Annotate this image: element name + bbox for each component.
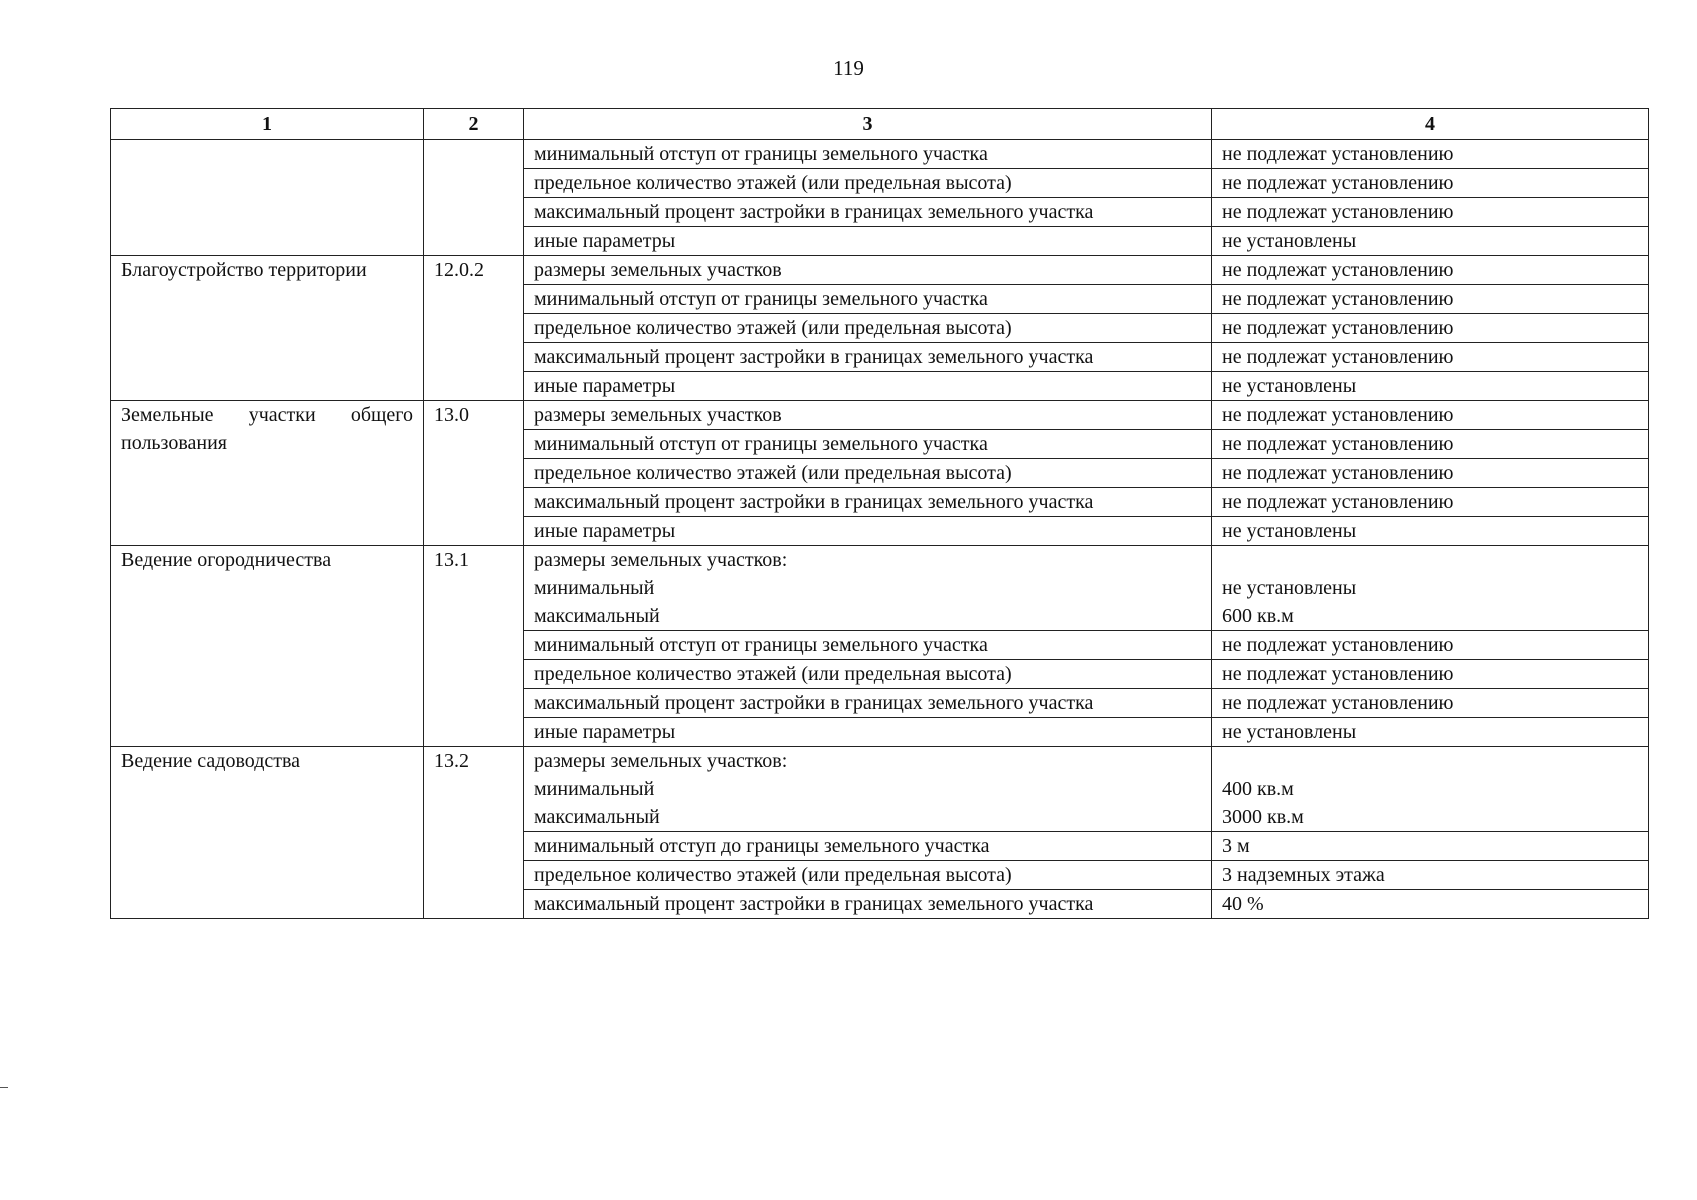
value-text: не установлены xyxy=(1222,721,1357,743)
value-cell xyxy=(1212,256,1649,285)
value-text: 40 % xyxy=(1222,893,1264,915)
parameter-text: максимальный xyxy=(534,806,660,828)
parameter-text: максимальный процент застройки в границах земельного участка xyxy=(534,692,1094,714)
value-cell xyxy=(1212,169,1649,198)
parameter-text: минимальный отступ от границы земельного участка xyxy=(534,634,988,656)
value-cell xyxy=(1212,890,1649,919)
value-text: не подлежат установлению xyxy=(1222,462,1454,484)
value-cell xyxy=(1212,689,1649,718)
parameter-text: минимальный отступ от границы земельного участка xyxy=(534,143,988,165)
value-text: не подлежат установлению xyxy=(1222,346,1454,368)
value-text: не установлены xyxy=(1222,230,1357,252)
value-text: не подлежат установлению xyxy=(1222,692,1454,714)
value-cell xyxy=(1212,832,1649,861)
table-row xyxy=(111,256,1649,285)
value-text: не установлены xyxy=(1222,520,1357,542)
parameter-cell xyxy=(524,488,1212,517)
land-use-name-cell: Земельные участки общего пользования xyxy=(111,401,424,546)
table-body xyxy=(111,140,1649,919)
parameter-cell xyxy=(524,832,1212,861)
parameter-text: иные параметры xyxy=(534,375,676,397)
value-cell xyxy=(1212,517,1649,546)
parameter-text: предельное количество этажей (или предельная высота) xyxy=(534,317,1012,339)
land-use-code-cell: 13.2 xyxy=(424,747,524,919)
column-header-2: 2 xyxy=(424,109,524,140)
regulations-table xyxy=(110,108,1649,919)
parameter-cell xyxy=(524,660,1212,689)
value-text: не подлежат установлению xyxy=(1222,317,1454,339)
value-cell xyxy=(1212,285,1649,314)
parameter-cell xyxy=(524,459,1212,488)
parameter-text: размеры земельных участков xyxy=(534,404,782,426)
value-cell xyxy=(1212,546,1649,631)
margin-mark xyxy=(0,1087,8,1088)
value-text: не установлены xyxy=(1222,375,1357,397)
parameter-cell xyxy=(524,689,1212,718)
header-row xyxy=(111,109,1649,140)
parameter-text: иные параметры xyxy=(534,721,676,743)
value-text: 3 надземных этажа xyxy=(1222,864,1385,886)
column-header-1: 1 xyxy=(111,109,424,140)
parameter-text: максимальный xyxy=(534,605,660,627)
value-text xyxy=(1222,747,1638,775)
value-text: не подлежат установлению xyxy=(1222,172,1454,194)
parameter-cell xyxy=(524,343,1212,372)
value-cell xyxy=(1212,343,1649,372)
value-text: не подлежат установлению xyxy=(1222,433,1454,455)
parameter-cell xyxy=(524,718,1212,747)
value-text: не подлежат установлению xyxy=(1222,404,1454,426)
parameter-cell xyxy=(524,140,1212,169)
value-cell xyxy=(1212,227,1649,256)
land-use-name-cell: Благоустройство территории xyxy=(111,256,424,401)
value-cell xyxy=(1212,660,1649,689)
parameter-text: предельное количество этажей (или предельная высота) xyxy=(534,864,1012,886)
value-text: не установлены xyxy=(1222,577,1357,599)
value-cell xyxy=(1212,488,1649,517)
value-text: 600 кв.м xyxy=(1222,605,1294,627)
column-header-4: 4 xyxy=(1212,109,1649,140)
value-cell xyxy=(1212,401,1649,430)
land-use-name-cell: Ведение огородничества xyxy=(111,546,424,747)
parameter-text: максимальный процент застройки в границах земельного участка xyxy=(534,346,1094,368)
parameter-cell xyxy=(524,890,1212,919)
parameter-cell xyxy=(524,314,1212,343)
value-text: не подлежат установлению xyxy=(1222,491,1454,513)
land-use-name-cell: Ведение садоводства xyxy=(111,747,424,919)
parameter-cell xyxy=(524,546,1212,631)
value-text: 400 кв.м xyxy=(1222,778,1294,800)
value-text: 3000 кв.м xyxy=(1222,806,1304,828)
parameter-text: иные параметры xyxy=(534,520,676,542)
table-row xyxy=(111,546,1649,631)
value-cell xyxy=(1212,631,1649,660)
parameter-cell xyxy=(524,169,1212,198)
parameter-text: предельное количество этажей (или предельная высота) xyxy=(534,172,1012,194)
parameter-cell xyxy=(524,401,1212,430)
land-use-code-cell xyxy=(424,140,524,256)
land-use-code-cell: 13.1 xyxy=(424,546,524,747)
parameter-cell xyxy=(524,227,1212,256)
parameter-text: максимальный процент застройки в границах земельного участка xyxy=(534,893,1094,915)
value-cell xyxy=(1212,718,1649,747)
parameter-text: предельное количество этажей (или предельная высота) xyxy=(534,663,1012,685)
value-cell xyxy=(1212,430,1649,459)
value-cell xyxy=(1212,861,1649,890)
page-number: 119 xyxy=(833,56,864,80)
parameter-cell xyxy=(524,861,1212,890)
value-text: не подлежат установлению xyxy=(1222,288,1454,310)
value-cell xyxy=(1212,459,1649,488)
parameter-cell xyxy=(524,747,1212,832)
parameter-text: максимальный процент застройки в границах земельного участка xyxy=(534,491,1094,513)
table-row xyxy=(111,140,1649,169)
parameter-text: максимальный процент застройки в границах земельного участка xyxy=(534,201,1094,223)
parameter-cell xyxy=(524,517,1212,546)
parameter-text: размеры земельных участков xyxy=(534,259,782,281)
table-row xyxy=(111,401,1649,430)
value-text: не подлежат установлению xyxy=(1222,634,1454,656)
value-text: 3 м xyxy=(1222,835,1250,857)
parameter-cell xyxy=(524,285,1212,314)
parameter-text: размеры земельных участков: xyxy=(534,549,788,571)
parameter-text: минимальный отступ от границы земельного участка xyxy=(534,433,988,455)
table-row xyxy=(111,747,1649,832)
parameter-text: иные параметры xyxy=(534,230,676,252)
land-use-name-cell xyxy=(111,140,424,256)
value-text: не подлежат установлению xyxy=(1222,663,1454,685)
land-use-code-cell: 13.0 xyxy=(424,401,524,546)
parameter-text: минимальный отступ до границы земельного участка xyxy=(534,835,990,857)
parameter-cell xyxy=(524,198,1212,227)
land-use-code-cell: 12.0.2 xyxy=(424,256,524,401)
value-text: не подлежат установлению xyxy=(1222,201,1454,223)
value-cell xyxy=(1212,747,1649,832)
value-text: не подлежат установлению xyxy=(1222,259,1454,281)
parameter-cell xyxy=(524,256,1212,285)
parameter-text: минимальный отступ от границы земельного участка xyxy=(534,288,988,310)
column-header-3: 3 xyxy=(524,109,1212,140)
value-cell xyxy=(1212,140,1649,169)
value-cell xyxy=(1212,372,1649,401)
parameter-cell xyxy=(524,631,1212,660)
parameter-text: размеры земельных участков: xyxy=(534,750,788,772)
value-cell xyxy=(1212,198,1649,227)
parameter-cell xyxy=(524,430,1212,459)
parameter-text: предельное количество этажей (или предельная высота) xyxy=(534,462,1012,484)
value-text xyxy=(1222,546,1638,574)
parameter-text: минимальный xyxy=(534,577,655,599)
value-cell xyxy=(1212,314,1649,343)
parameter-text: минимальный xyxy=(534,778,655,800)
parameter-cell xyxy=(524,372,1212,401)
value-text: не подлежат установлению xyxy=(1222,143,1454,165)
